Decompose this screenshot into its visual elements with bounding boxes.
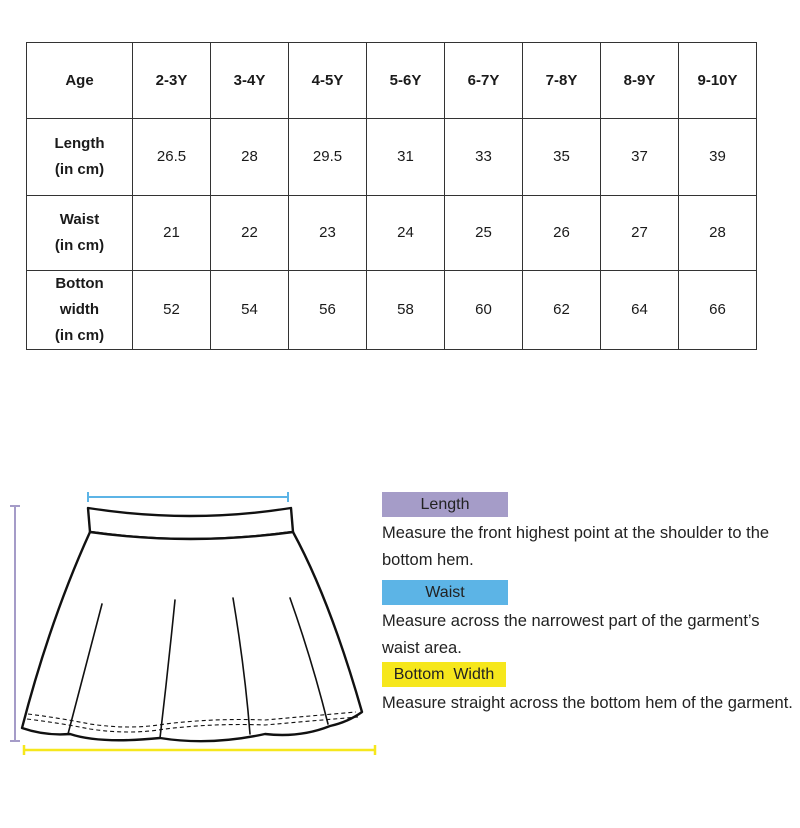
table-cell: 25 — [445, 196, 523, 271]
table-cell: 31 — [367, 119, 445, 196]
legend-length — [382, 492, 798, 574]
header-cell-age: Age — [27, 43, 133, 119]
header-cell: 8-9Y — [601, 43, 679, 119]
table-cell: 33 — [445, 119, 523, 196]
header-cell: 2-3Y — [133, 43, 211, 119]
length-description: Measure the front highest point at the shoulder to the bottom hem. — [382, 524, 770, 569]
header-cell: 9-10Y — [679, 43, 757, 119]
table-cell: 60 — [445, 271, 523, 350]
waist-guide-line — [88, 492, 288, 502]
legend-bottom-width — [382, 662, 798, 717]
bottom-width-tag: Bottom Width — [382, 662, 506, 687]
table-cell: 62 — [523, 271, 601, 350]
table-cell: 52 — [133, 271, 211, 350]
row-label-bottom-width: Botton width (in cm) — [27, 271, 133, 350]
table-cell: 28 — [679, 196, 757, 271]
header-cell: 7-8Y — [523, 43, 601, 119]
table-cell: 35 — [523, 119, 601, 196]
length-guide-line — [10, 506, 20, 741]
table-cell: 27 — [601, 196, 679, 271]
row-label-waist: Waist (in cm) — [27, 196, 133, 271]
bottom-width-guide-line — [24, 745, 375, 755]
table-cell: 29.5 — [289, 119, 367, 196]
table-cell: 26.5 — [133, 119, 211, 196]
table-cell: 58 — [367, 271, 445, 350]
table-cell: 66 — [679, 271, 757, 350]
skirt-illustration — [0, 480, 380, 770]
skirt-outline — [22, 508, 362, 741]
header-cell: 4-5Y — [289, 43, 367, 119]
table-cell: 39 — [679, 119, 757, 196]
row-label-length: Length (in cm) — [27, 119, 133, 196]
table-cell: 26 — [523, 196, 601, 271]
table-row-length — [27, 119, 757, 196]
size-table — [26, 42, 757, 350]
table-row-bottom-width — [27, 271, 757, 350]
table-cell: 54 — [211, 271, 289, 350]
table-row-waist — [27, 196, 757, 271]
table-cell: 24 — [367, 196, 445, 271]
length-tag: Length — [382, 492, 508, 517]
table-cell: 23 — [289, 196, 367, 271]
table-cell: 21 — [133, 196, 211, 271]
table-header-row — [27, 43, 757, 119]
bottom-width-description: Measure straight across the bottom hem of the garment. — [382, 694, 793, 712]
table-cell: 37 — [601, 119, 679, 196]
header-cell: 3-4Y — [211, 43, 289, 119]
header-cell: 5-6Y — [367, 43, 445, 119]
waist-tag: Waist — [382, 580, 508, 605]
table-cell: 56 — [289, 271, 367, 350]
table-cell: 64 — [601, 271, 679, 350]
table-cell: 28 — [211, 119, 289, 196]
header-cell: 6-7Y — [445, 43, 523, 119]
waist-description: Measure across the narrowest part of the garment’s waist area. — [382, 612, 760, 657]
table-cell: 22 — [211, 196, 289, 271]
legend-waist — [382, 580, 798, 662]
